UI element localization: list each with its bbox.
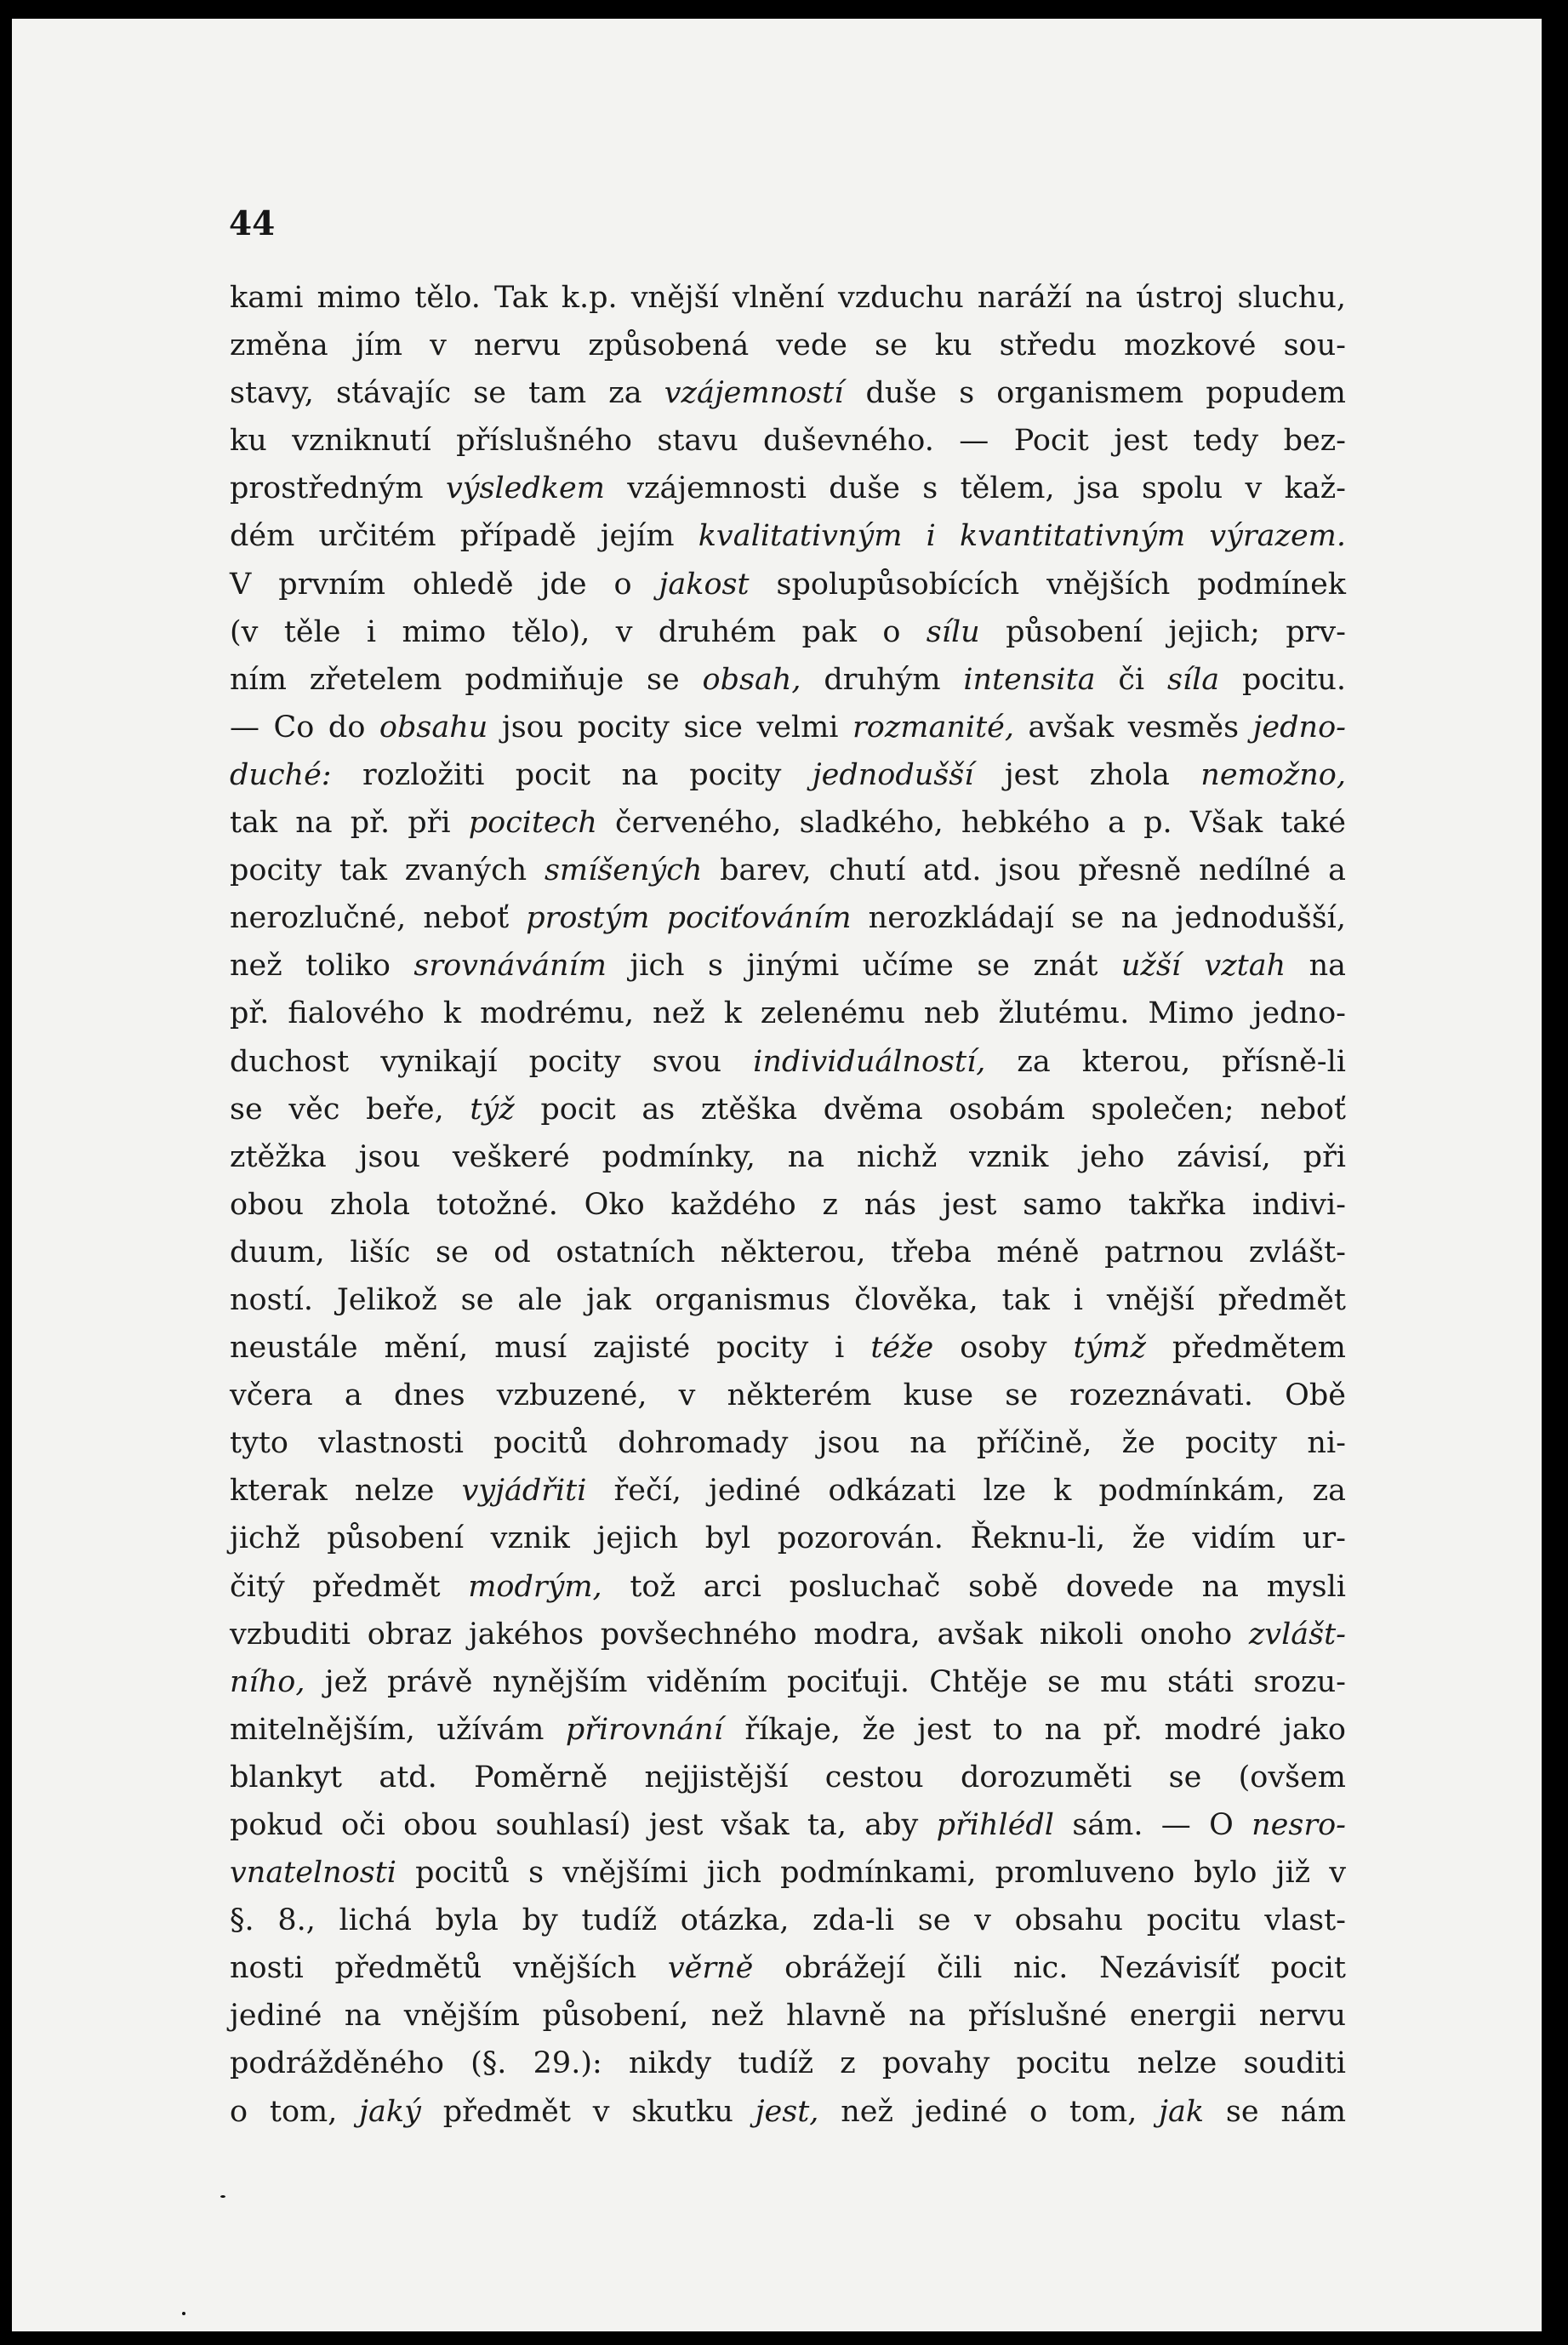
text-run: předmětem: [1145, 1331, 1346, 1366]
text-line: [230, 1897, 1346, 1944]
text-run: jež právě nynějším viděním pociťuji. Chtěje se mu státi srozu-: [305, 1664, 1346, 1699]
text-line: [230, 1611, 1346, 1658]
text-run: předmět v skutku: [420, 2094, 755, 2129]
text-run: druhým: [801, 662, 964, 697]
text-run: avšak vesměs: [1013, 710, 1253, 745]
text-run: neustále mění, musí zajisté pocity i: [230, 1331, 871, 1366]
text-run: či: [1095, 662, 1167, 697]
text-line: [230, 369, 1346, 417]
italic-text: sílu: [926, 614, 980, 649]
text-run: spolupůsobících vnějších podmínek: [749, 567, 1346, 602]
text-run: než toliko: [230, 949, 414, 984]
italic-text: modrým,: [468, 1569, 602, 1604]
italic-text: jednodušší: [812, 757, 974, 792]
scan-speck: [182, 2312, 185, 2315]
text-line: [230, 1467, 1346, 1515]
text-line: [230, 1515, 1346, 1562]
text-run: pocitu.: [1219, 662, 1346, 697]
text-run: tak na př. při: [230, 806, 469, 841]
text-run: stavy, stávajíc se tam za: [230, 376, 664, 411]
book-page: [12, 19, 1542, 2331]
text-line: [230, 1038, 1346, 1086]
text-run: kami mimo tělo. Tak k.p. vnější vlnění vzduchu naráží na ústroj sluchu,: [230, 281, 1346, 315]
text-run: — Co do: [230, 710, 379, 745]
text-run: barev, chutí atd. jsou přesně nedílné a: [702, 853, 1346, 888]
text-run: o tom,: [230, 2094, 360, 2129]
italic-text: rozmanité,: [852, 710, 1014, 745]
text-run: obou zhola totožné. Oko každého z nás jest samo takřka indivi-: [230, 1187, 1346, 1222]
italic-text: síla: [1166, 662, 1220, 697]
italic-text: srovnáváním: [413, 949, 607, 984]
text-line: [230, 1229, 1346, 1276]
text-run: jichž působení vznik jejich byl pozorován. Řeknu-li, že vidím ur-: [230, 1521, 1346, 1556]
text-line: [230, 1133, 1346, 1181]
text-line: [230, 1944, 1346, 1992]
scan-speck: [220, 2195, 225, 2198]
text-line: [230, 894, 1346, 942]
text-run: se nám: [1204, 2094, 1347, 2129]
text-line: [230, 2040, 1346, 2087]
italic-text: téže: [870, 1331, 934, 1366]
italic-text: užší vztah: [1120, 949, 1286, 984]
italic-text: duché:: [230, 757, 332, 792]
italic-text: přihlédl: [936, 1808, 1055, 1842]
text-run: za kterou, přísně-li: [985, 1044, 1346, 1079]
text-run: dém určitém případě jejím: [230, 519, 698, 554]
text-line: [230, 2088, 1346, 2136]
text-run: nosti předmětů vnějších: [230, 1951, 668, 1986]
text-run: nerozlučné, neboť: [230, 901, 527, 936]
text-run: (v těle i mimo tělo), v druhém pak o: [230, 614, 927, 649]
italic-text: výsledkem: [445, 471, 605, 506]
text-run: jediné na vnějším působení, než hlavně na příslušné energii nervu: [230, 1999, 1346, 2034]
text-run: osoby: [933, 1331, 1074, 1366]
text-run: včera a dnes vzbuzené, v některém kuse se rozeznávati. Obě: [230, 1378, 1346, 1413]
italic-text: jest,: [755, 2094, 819, 2129]
text-run: říkaje, že jest to na př. modré jako: [722, 1712, 1347, 1747]
text-line: [230, 847, 1346, 894]
text-run: jsou pocity sice velmi: [488, 710, 853, 745]
text-line: [230, 1801, 1346, 1849]
text-run: na: [1286, 949, 1346, 984]
italic-text: kvalitativným i kvantitativným výrazem.: [698, 519, 1346, 554]
text-run: pocity tak zvaných: [230, 853, 545, 888]
text-line: [230, 1419, 1346, 1467]
text-run: červeného, sladkého, hebkého a p. Však také: [596, 806, 1347, 841]
text-run: obrážejí čili nic. Nezávisíť pocit: [753, 1951, 1346, 1986]
text-run: působení jejich; prv-: [979, 614, 1346, 649]
italic-text: obsah,: [702, 662, 801, 697]
text-run: př. fialového k modrému, než k zelenému neb žlutému. Mimo jedno-: [230, 996, 1346, 1031]
text-run: sám. — O: [1054, 1808, 1252, 1842]
text-run: V prvním ohledě jde o: [230, 567, 659, 602]
text-line: [230, 1181, 1346, 1229]
italic-text: nemožno,: [1200, 757, 1346, 792]
italic-text: individuálností,: [753, 1044, 986, 1079]
text-line: [230, 656, 1346, 704]
text-line: [230, 512, 1346, 560]
text-line: [230, 1992, 1346, 2040]
italic-text: týmž: [1073, 1331, 1146, 1366]
text-line: [230, 322, 1346, 369]
text-run: duum, lišíc se od ostatních některou, třeba méně patrnou zvlášt-: [230, 1235, 1346, 1269]
text-run: než jediné o tom,: [818, 2094, 1160, 2129]
italic-text: vnatelnosti: [230, 1856, 396, 1891]
text-line: [230, 608, 1346, 656]
text-run: pocitů s vnějšími jich podmínkami, promluveno bylo již v: [396, 1856, 1346, 1891]
text-run: vzbuditi obraz jakéhos povšechného modra, avšak nikoli onoho: [230, 1617, 1249, 1652]
italic-text: intensita: [963, 662, 1096, 697]
text-run: duchost vynikají pocity svou: [230, 1044, 754, 1079]
text-line: [230, 1563, 1346, 1611]
text-run: ztěžka jsou veškeré podmínky, na nichž vznik jeho závisí, při: [230, 1139, 1346, 1174]
text-run: duše s organismem popudem: [843, 376, 1346, 411]
text-line: [230, 1849, 1346, 1897]
text-line: [230, 1754, 1346, 1801]
text-run: jest zhola: [973, 757, 1201, 792]
italic-text: jedno-: [1252, 710, 1346, 745]
text-run: tož arci posluchač sobě dovede na mysli: [602, 1569, 1346, 1604]
italic-text: ního,: [230, 1664, 305, 1699]
text-line: [230, 1706, 1346, 1754]
text-run: mitelnějším, užívám: [230, 1712, 566, 1747]
italic-text: věrně: [667, 1951, 754, 1986]
text-run: změna jím v nervu způsobená vede se ku středu mozkové sou-: [230, 328, 1346, 363]
text-run: se věc beře,: [230, 1092, 470, 1127]
italic-text: nesro-: [1252, 1808, 1346, 1842]
body-text: [230, 274, 1346, 2136]
text-line: [230, 417, 1346, 465]
italic-text: pocitech: [468, 806, 597, 841]
text-run: nerozkládají se na jednodušší,: [851, 901, 1346, 936]
italic-text: zvlášt-: [1248, 1617, 1346, 1652]
text-line: [230, 1086, 1346, 1133]
text-run: čitý předmět: [230, 1569, 469, 1604]
text-line: [230, 1372, 1346, 1419]
text-run: ností. Jelikož se ale jak organismus člověka, tak i vnější předmět: [230, 1282, 1346, 1317]
text-line: [230, 1658, 1346, 1706]
italic-text: vyjádřiti: [461, 1474, 587, 1509]
text-run: ku vzniknutí příslušného stavu duševného. — Pocit jest tedy bez-: [230, 424, 1346, 459]
text-line: [230, 1324, 1346, 1372]
italic-text: jaký: [359, 2094, 421, 2129]
text-line: [230, 274, 1346, 322]
text-line: [230, 561, 1346, 608]
text-line: [230, 465, 1346, 512]
italic-text: smíšených: [544, 853, 703, 888]
text-line: [230, 942, 1346, 990]
text-run: prostředným: [230, 471, 446, 506]
page-number: 44: [229, 204, 276, 243]
text-run: §. 8., lichá byla by tudíž otázka, zda-li se v obsahu pocitu vlast-: [230, 1903, 1346, 1938]
text-run: pocit as ztěška dvěma osobám společen; neboť: [514, 1092, 1346, 1127]
text-run: vzájemnosti duše s tělem, jsa spolu v kaž-: [604, 471, 1346, 506]
italic-text: vzájemností: [664, 376, 844, 411]
text-run: jich s jinými učíme se znát: [606, 949, 1121, 984]
text-run: tyto vlastnosti pocitů dohromady jsou na příčině, že pocity ni-: [230, 1426, 1346, 1461]
italic-text: obsahu: [379, 710, 488, 745]
text-line: [230, 799, 1346, 847]
italic-text: prostým pociťováním: [526, 901, 852, 936]
text-run: podrážděného (§. 29.): nikdy tudíž z povahy pocitu nelze souditi: [230, 2046, 1346, 2081]
italic-text: jakost: [659, 567, 750, 602]
text-run: ním zřetelem podmiňuje se: [230, 662, 703, 697]
text-run: řečí, jediné odkázati lze k podmínkám, za: [586, 1474, 1346, 1509]
text-run: kterak nelze: [230, 1474, 462, 1509]
text-line: [230, 704, 1346, 751]
text-run: rozložiti pocit na pocity: [331, 757, 813, 792]
italic-text: jak: [1159, 2094, 1205, 2129]
italic-text: přirovnání: [565, 1712, 723, 1747]
text-run: pokud oči obou souhlasí) jest však ta, aby: [230, 1808, 937, 1842]
text-run: blankyt atd. Poměrně nejjistější cestou dorozuměti se (ovšem: [230, 1760, 1346, 1794]
text-line: [230, 751, 1346, 799]
text-line: [230, 1276, 1346, 1324]
text-line: [230, 990, 1346, 1037]
italic-text: týž: [470, 1092, 515, 1127]
